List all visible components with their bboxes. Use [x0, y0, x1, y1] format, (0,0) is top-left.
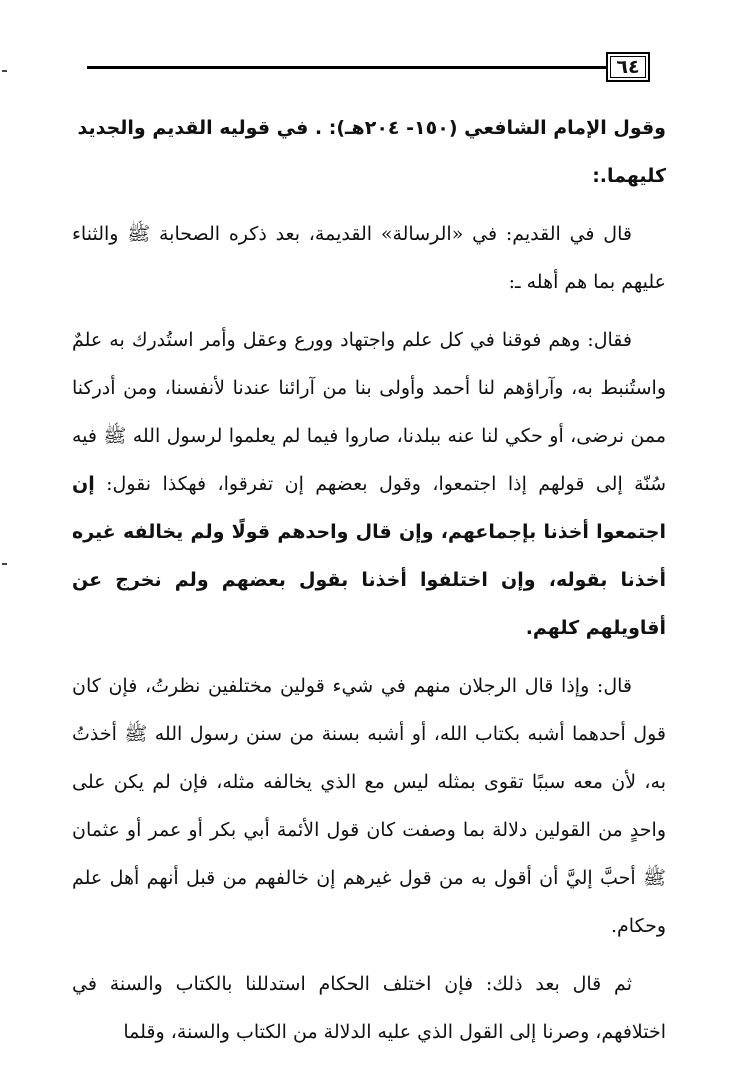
paragraph-2	[72, 316, 666, 652]
paragraph-2-text: فقال: وهم فوقنا في كل علم واجتهاد وورع وعقل وأمر استُدرك به علمٌ واستُنبط به، وآراؤهم لنا أحمد وأولى بنا من آرائنا عندنا لأنفسنا، ومن أدركنا ممن نرضى، أو حكي لنا عنه ببلدنا، صاروا فيما لم يعلموا لرسول الله ﷺ فيه سُنّة إلى قولهم إذا اجتمعوا، وقول بعضهم إن تفرقوا، فهكذا نقول:	[72, 329, 666, 495]
page-number-text: ٦٤	[616, 56, 640, 78]
page-number	[606, 52, 650, 82]
heading-line-2: كليهما.:	[592, 165, 666, 187]
paragraph-4: ثم قال بعد ذلك: فإن اختلف الحكام استدللنا بالكتاب والسنة في اختلافهم، وصرنا إلى القول الذي عليه الدلالة من الكتاب والسنة، وقلما	[72, 973, 666, 1043]
page-body	[72, 104, 666, 1066]
paragraph-2-emphasis: إن اجتمعوا أخذنا بإجماعهم، وإن قال واحدهم قولًا ولم يخالفه غيره أخذنا بقوله، وإن اختلفوا أخذنا بقول بعضهم ولم نخرج عن أقاويلهم كلهم.	[72, 473, 666, 639]
paragraph-3: قال: وإذا قال الرجلان منهم في شيء قولين مختلفين نظرتُ، فإن كان قول أحدهما أشبه بكتاب الله، أو أشبه بسنة من سنن رسول الله ﷺ أخذتُ به، لأن معه سببًا تقوى بمثله ليس مع الذي يخالفه مثله، فإن لم يكن على واحدٍ من القولين دلالة بما وصفت كان قول الأئمة أبي بكر أو عمر أو عثمان ﷺ أحبَّ إليَّ أن أقول به من قول غيرهم إن خالفهم من قبل أنهم أهل علم وحكام.	[72, 675, 666, 937]
paragraph-1: قال في القديم: في «الرسالة» القديمة، بعد ذكره الصحابة ﷺ والثناء عليهم بما هم أهله ـ:	[72, 223, 666, 293]
scan-margin-mark	[2, 70, 7, 72]
scan-margin-mark	[2, 563, 7, 565]
section-heading	[72, 104, 666, 200]
heading-line-1: وقول الإمام الشافعي (١٥٠- ٢٠٤هـ): . في قوليه القديم والجديد	[77, 117, 666, 139]
header-rule	[87, 66, 606, 69]
